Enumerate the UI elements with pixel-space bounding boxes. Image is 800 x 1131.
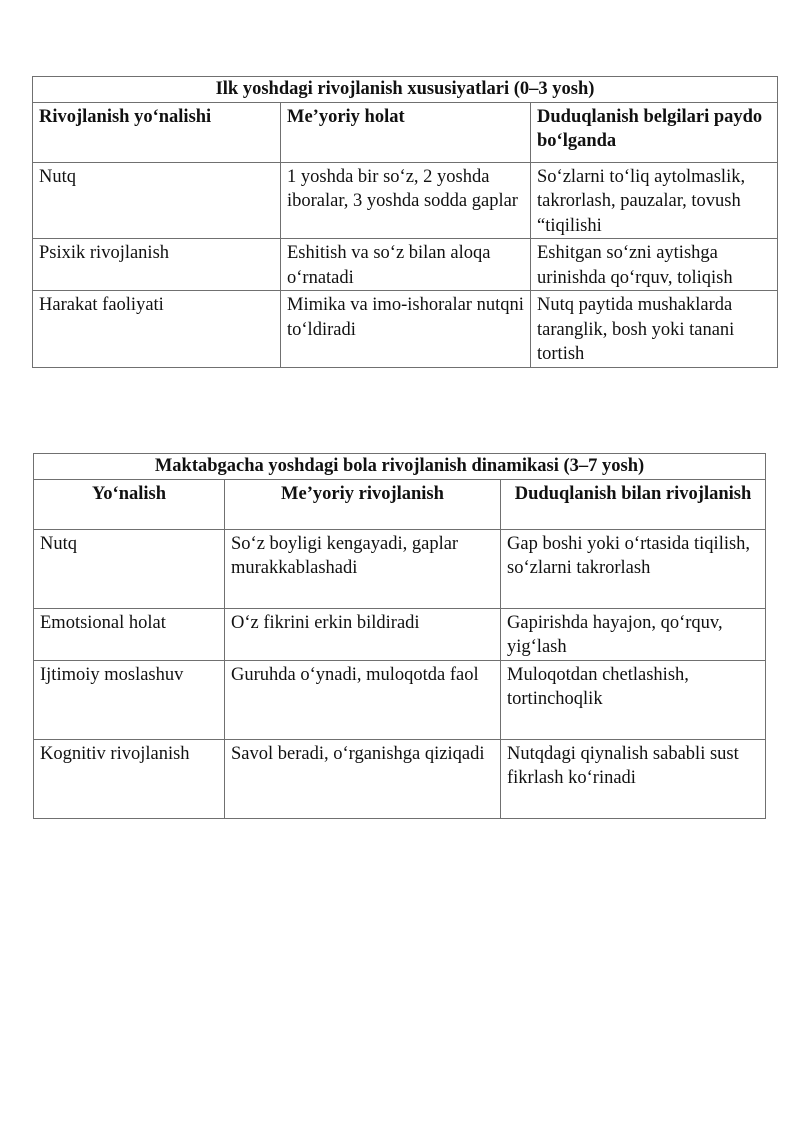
table-title: Ilk yoshdagi rivojlanish xususiyatlari (0–3 yosh) — [33, 77, 778, 103]
table-header-row — [33, 102, 778, 162]
table-row — [34, 608, 766, 660]
table-cell: Gapirishda hayajon, qo‘rquv, yig‘lash — [501, 608, 766, 660]
column-header: Duduqlanish belgilari paydo bo‘lganda — [531, 102, 778, 162]
table-cell: Muloqotdan chetlashish, tortinchoqlik — [501, 660, 766, 739]
table-cell: Nutq paytida mushaklarda taranglik, bosh yoki tanani tortish — [531, 291, 778, 368]
table-cell: Mimika va imo-ishoralar nutqni to‘ldiradi — [281, 291, 531, 368]
table-cell: Nutq — [33, 162, 281, 239]
development-table-0-3 — [32, 76, 778, 368]
table-row — [33, 239, 778, 291]
table-cell: 1 yoshda bir so‘z, 2 yoshda iboralar, 3 yoshda sodda gaplar — [281, 162, 531, 239]
table-title: Maktabgacha yoshdagi bola rivojlanish dinamikasi (3–7 yosh) — [34, 454, 766, 480]
table-cell: Harakat faoliyati — [33, 291, 281, 368]
table-cell: Psixik rivojlanish — [33, 239, 281, 291]
table-title-row — [33, 77, 778, 103]
column-header: Duduqlanish bilan rivojlanish — [501, 479, 766, 529]
development-table-3-7 — [33, 453, 766, 819]
column-header: Me’yoriy rivojlanish — [225, 479, 501, 529]
table-cell: Ijtimoiy moslashuv — [34, 660, 225, 739]
table-cell: Gap boshi yoki o‘rtasida tiqilish, so‘zlarni takrorlash — [501, 529, 766, 608]
table-title-row — [34, 454, 766, 480]
table-row — [34, 739, 766, 818]
table-cell: So‘zlarni to‘liq aytolmaslik, takrorlash, pauzalar, tovush “tiqilishi — [531, 162, 778, 239]
column-header: Rivojlanish yo‘nalishi — [33, 102, 281, 162]
table-cell: Eshitgan so‘zni aytishga urinishda qo‘rquv, toliqish — [531, 239, 778, 291]
column-header: Yo‘nalish — [34, 479, 225, 529]
table-cell: Kognitiv rivojlanish — [34, 739, 225, 818]
table-cell: Nutq — [34, 529, 225, 608]
column-header: Me’yoriy holat — [281, 102, 531, 162]
table-cell: Eshitish va so‘z bilan aloqa o‘rnatadi — [281, 239, 531, 291]
table-cell: O‘z fikrini erkin bildiradi — [225, 608, 501, 660]
table-row — [33, 291, 778, 368]
table-cell: So‘z boyligi kengayadi, gaplar murakkablashadi — [225, 529, 501, 608]
table-cell: Nutqdagi qiynalish sababli sust fikrlash ko‘rinadi — [501, 739, 766, 818]
table-row — [33, 162, 778, 239]
table-row — [34, 529, 766, 608]
table-row — [34, 660, 766, 739]
table-cell: Emotsional holat — [34, 608, 225, 660]
table-cell: Savol beradi, o‘rganishga qiziqadi — [225, 739, 501, 818]
table-cell: Guruhda o‘ynadi, muloqotda faol — [225, 660, 501, 739]
table-header-row — [34, 479, 766, 529]
